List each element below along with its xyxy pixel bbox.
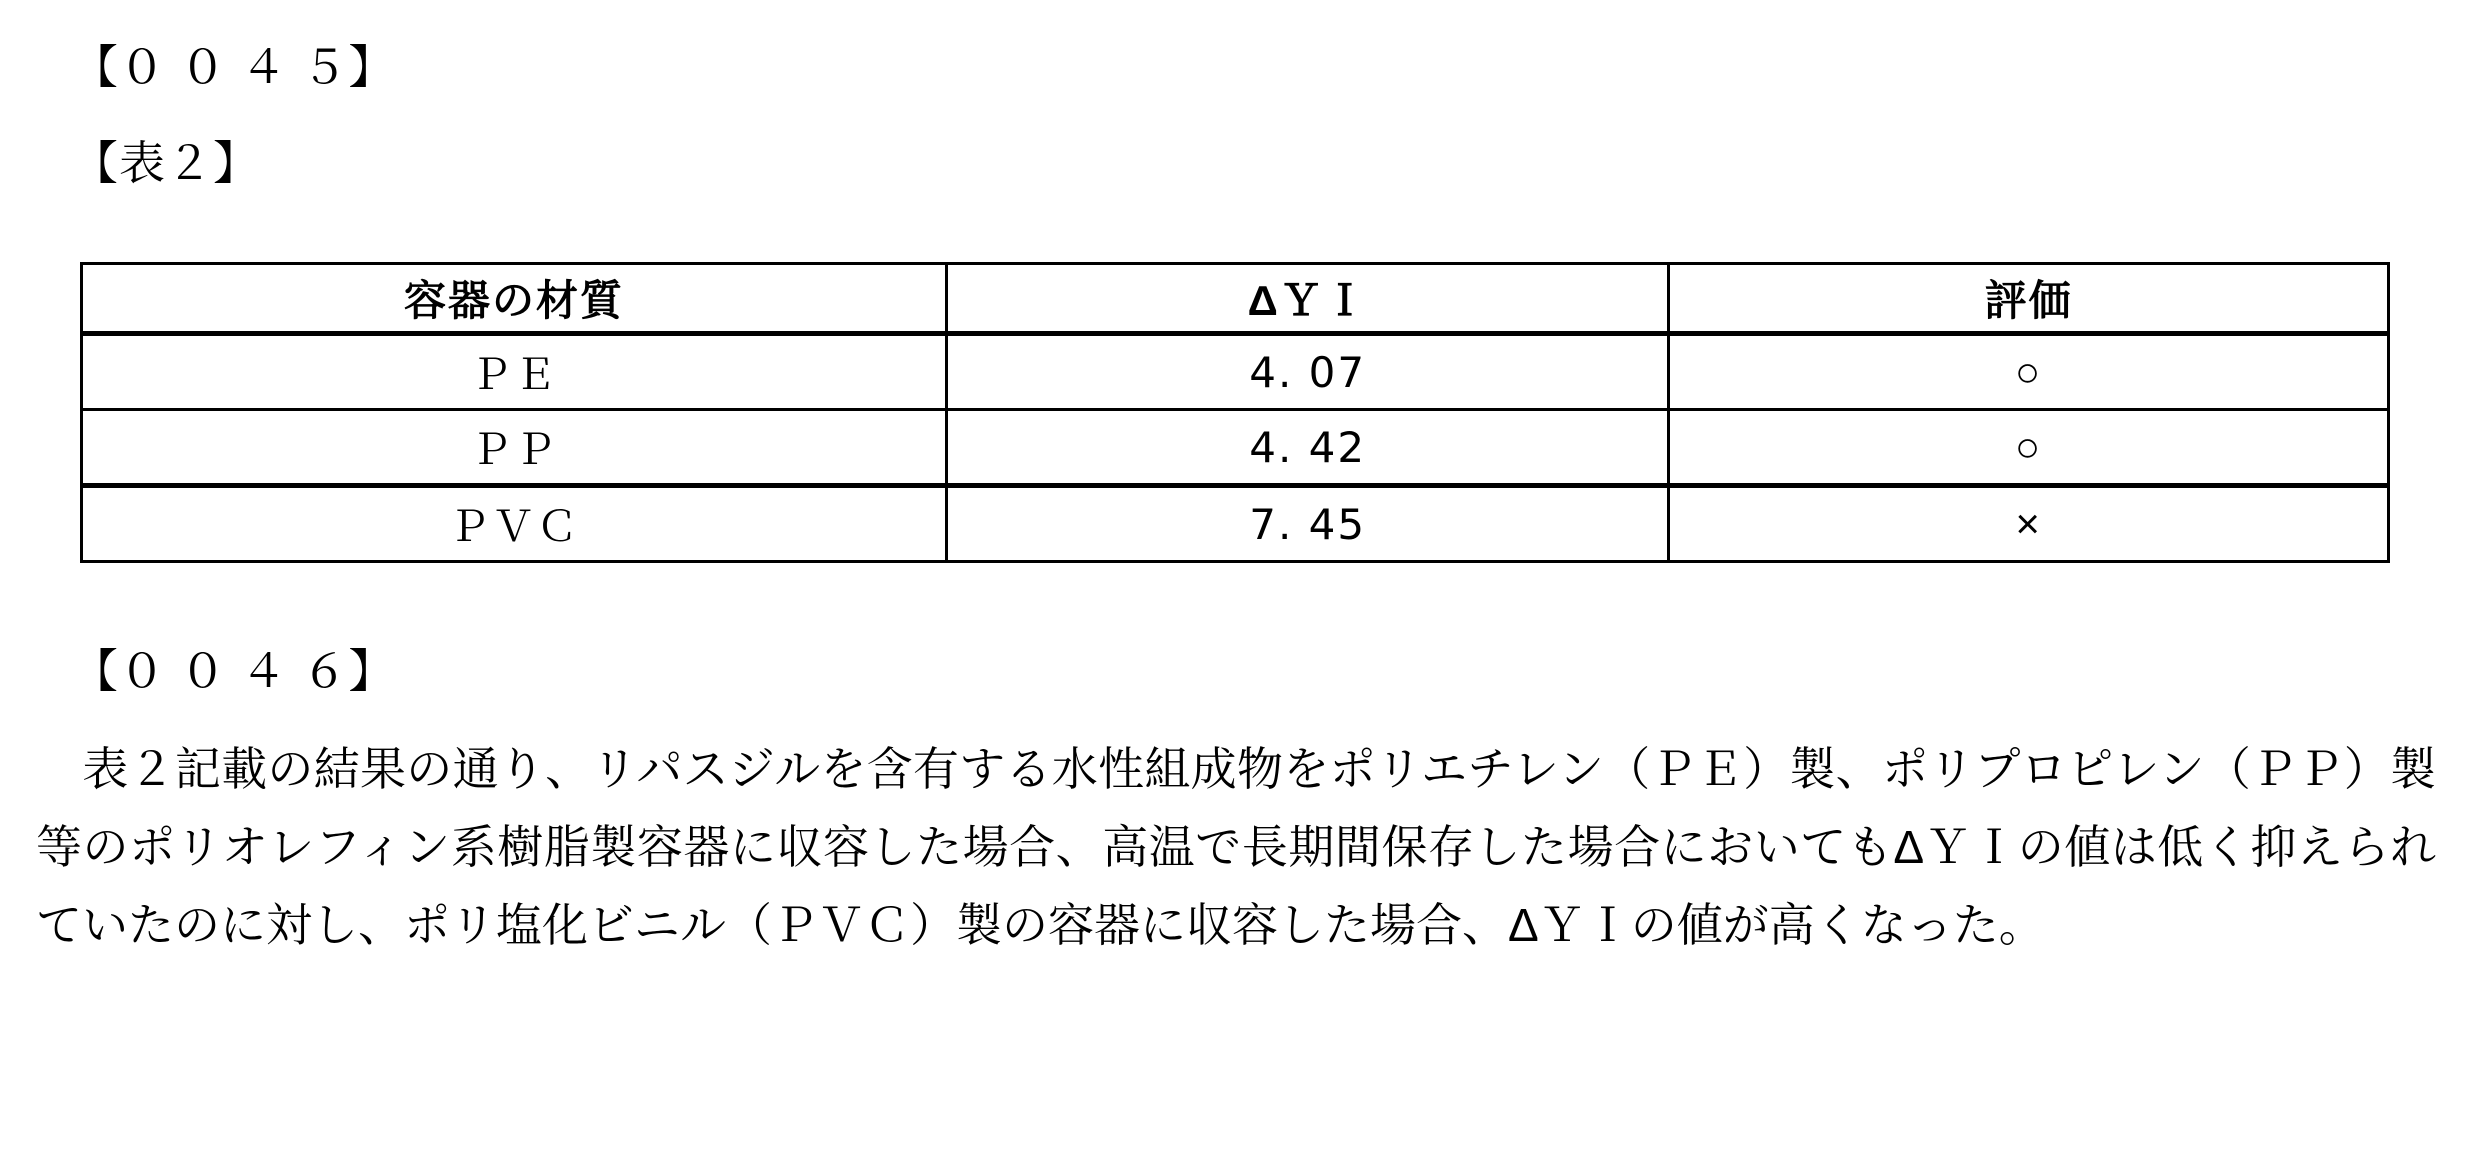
cell-material: ＰＰ (82, 410, 947, 486)
cell-material: ＰＥ (82, 334, 947, 410)
cell-evaluation: ○ (1669, 410, 2389, 486)
table-caption: 【表２】 (72, 137, 260, 189)
paragraph-number-0045: 【０ ０ ４ ５】 (72, 41, 396, 93)
table-row (82, 334, 2389, 410)
column-header-evaluation: 評価 (1669, 264, 2389, 334)
results-table-container (80, 262, 2390, 563)
body-paragraph-container (36, 730, 2436, 964)
table-row (82, 486, 2389, 562)
cell-delta-yi: 4. 42 (947, 410, 1669, 486)
cell-evaluation: ○ (1669, 334, 2389, 410)
results-table (80, 262, 2390, 563)
cell-evaluation: × (1669, 486, 2389, 562)
body-paragraph: 表２記載の結果の通り、リパスジルを含有する水性組成物をポリエチレン（ＰＥ）製、ポリプロピレン（ＰＰ）製等のポリオレフィン系樹脂製容器に収容した場合、高温で長期間保存した場合においてもΔＹＩの値は低く抑えられていたのに対し、ポリ塩化ビニル（ＰＶＣ）製の容器に収容した場合、ΔＹＩの値が高くなった。 (36, 743, 2436, 951)
cell-delta-yi: 7. 45 (947, 486, 1669, 562)
column-header-material: 容器の材質 (82, 264, 947, 334)
paragraph-number-0046: 【０ ０ ４ ６】 (72, 645, 396, 697)
table-header-row (82, 264, 2389, 334)
cell-delta-yi: 4. 07 (947, 334, 1669, 410)
table-row (82, 410, 2389, 486)
cell-material: ＰＶＣ (82, 486, 947, 562)
column-header-delta-yi: ΔＹＩ (947, 264, 1669, 334)
